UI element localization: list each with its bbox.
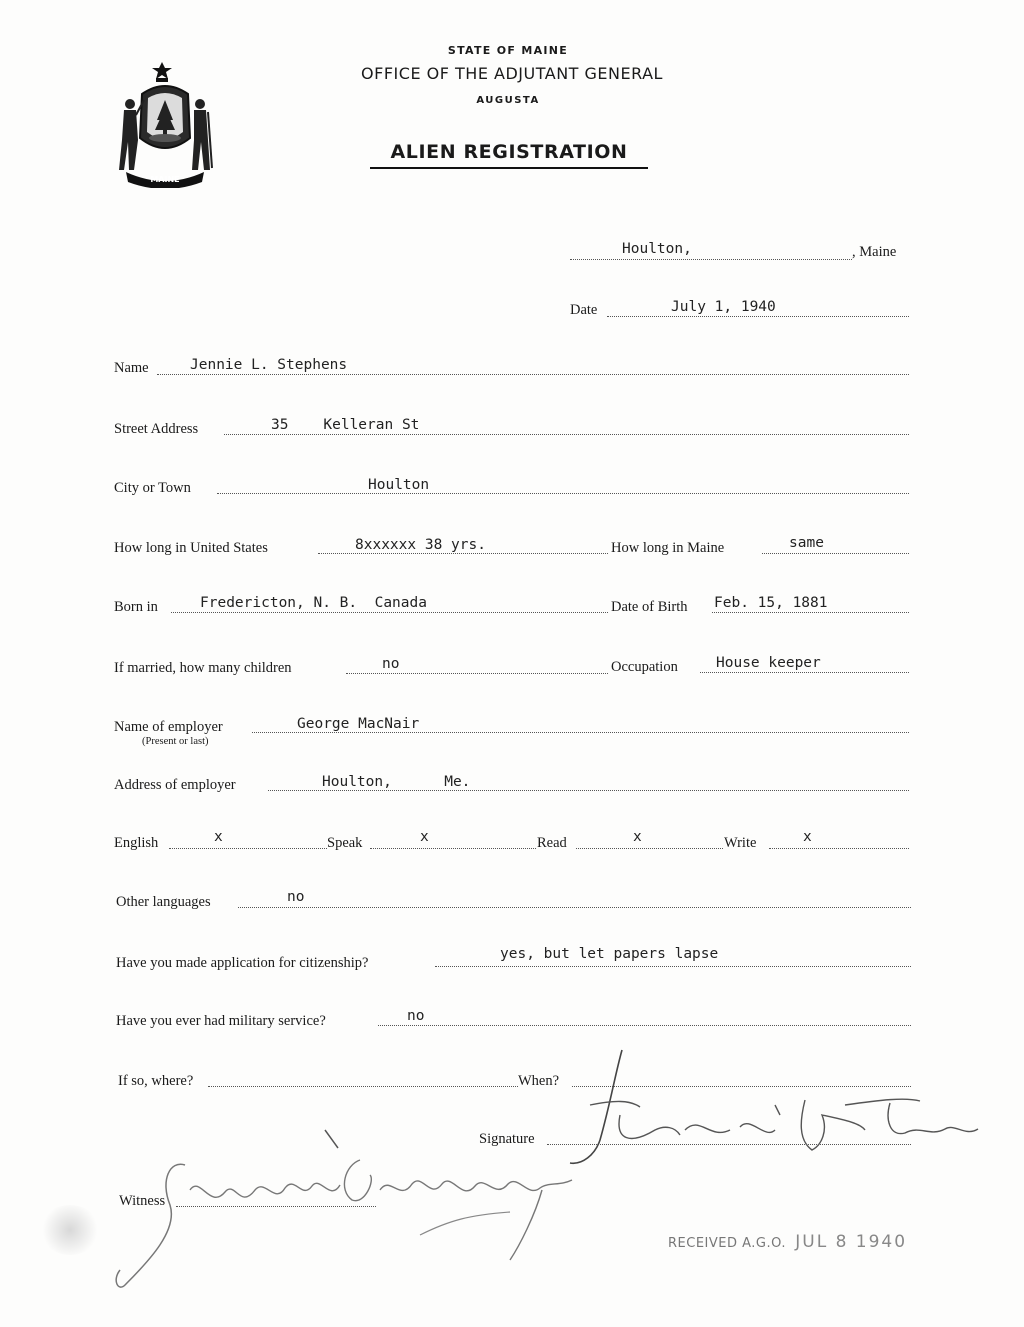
- city-heading: AUGUSTA: [476, 95, 540, 106]
- street-address-value: 35 Kelleran St: [271, 417, 420, 433]
- occupation-value: House keeper: [716, 655, 821, 671]
- military-label: Have you ever had military service?: [116, 1013, 326, 1029]
- speak-label: Speak: [327, 835, 363, 851]
- location-dots: [570, 259, 852, 260]
- write-value: x: [803, 829, 812, 845]
- date-value: July 1, 1940: [671, 299, 776, 315]
- where-dots: [208, 1086, 518, 1087]
- city-value: Houlton: [368, 477, 430, 493]
- state-heading: STATE OF MAINE: [447, 44, 569, 57]
- english-dots: [169, 848, 327, 849]
- speak-dots: [370, 848, 536, 849]
- employer-name-value: George MacNair: [297, 716, 420, 732]
- military-dots: [378, 1025, 911, 1026]
- occupation-dots: [700, 672, 909, 673]
- how-long-maine-value: same: [789, 535, 824, 551]
- military-value: no: [407, 1008, 425, 1024]
- date-of-birth-value: Feb. 15, 1881: [714, 595, 828, 611]
- name-label: Name: [114, 360, 149, 376]
- read-label: Read: [537, 835, 567, 851]
- date-label: Date: [570, 302, 598, 318]
- title-underline: [370, 167, 648, 169]
- received-stamp-text: RECEIVED A.G.O.: [668, 1236, 786, 1251]
- name-dots: [157, 374, 909, 375]
- write-dots: [769, 848, 909, 849]
- english-label: English: [114, 835, 159, 851]
- employer-name-sublabel: (Present or last): [142, 736, 209, 747]
- date-dots: [607, 316, 909, 317]
- occupation-label: Occupation: [611, 659, 678, 675]
- employer-address-value: Houlton, Me.: [322, 774, 471, 790]
- read-value: x: [633, 829, 642, 845]
- children-dots: [346, 673, 608, 674]
- witness-signature-handwriting: [90, 1120, 590, 1295]
- employer-address-dots: [268, 790, 909, 791]
- citizenship-value: yes, but let papers lapse: [500, 946, 719, 962]
- office-heading: OFFICE OF THE ADJUTANT GENERAL: [361, 64, 663, 83]
- city-label: City or Town: [114, 480, 191, 496]
- received-stamp-date: JUL 8 1940: [795, 1232, 908, 1252]
- witness-label: Witness: [119, 1193, 166, 1209]
- when-label: When?: [518, 1073, 560, 1089]
- smudge-mark: [40, 1205, 100, 1255]
- street-address-label: Street Address: [114, 421, 199, 437]
- other-languages-label: Other languages: [116, 894, 211, 910]
- employer-address-label: Address of employer: [114, 777, 236, 793]
- location-suffix: , Maine: [852, 244, 897, 260]
- employer-name-label: Name of employer: [114, 719, 223, 735]
- born-in-dots: [171, 612, 608, 613]
- how-long-maine-label: How long in Maine: [611, 540, 725, 556]
- citizenship-dots: [435, 966, 911, 967]
- name-value: Jennie L. Stephens: [190, 357, 348, 373]
- born-in-label: Born in: [114, 599, 158, 615]
- english-value: x: [214, 829, 223, 845]
- read-dots: [576, 848, 723, 849]
- how-long-us-value: 8xxxxxx 38 yrs.: [355, 537, 486, 553]
- where-label: If so, where?: [118, 1073, 194, 1089]
- other-languages-value: no: [287, 889, 305, 905]
- date-of-birth-label: Date of Birth: [611, 599, 688, 615]
- date-of-birth-dots: [712, 612, 909, 613]
- city-dots: [217, 493, 909, 494]
- how-long-us-label: How long in United States: [114, 540, 268, 556]
- children-value: no: [382, 656, 400, 672]
- employer-name-dots: [252, 732, 909, 733]
- how-long-maine-dots: [762, 553, 909, 554]
- born-in-value: Fredericton, N. B. Canada: [200, 595, 427, 611]
- location-value: Houlton,: [622, 241, 692, 257]
- signature-handwriting: [560, 1045, 990, 1185]
- form-title: ALIEN REGISTRATION: [390, 141, 628, 163]
- received-stamp: [668, 1232, 907, 1252]
- children-label: If married, how many children: [114, 660, 292, 676]
- signature-label: Signature: [479, 1131, 535, 1147]
- how-long-us-dots: [318, 553, 608, 554]
- street-address-dots: [224, 434, 909, 435]
- write-label: Write: [724, 835, 757, 851]
- svg-text:MAINE: MAINE: [150, 175, 180, 184]
- citizenship-label: Have you made application for citizenship?: [116, 955, 369, 971]
- speak-value: x: [420, 829, 429, 845]
- other-languages-dots: [238, 907, 911, 908]
